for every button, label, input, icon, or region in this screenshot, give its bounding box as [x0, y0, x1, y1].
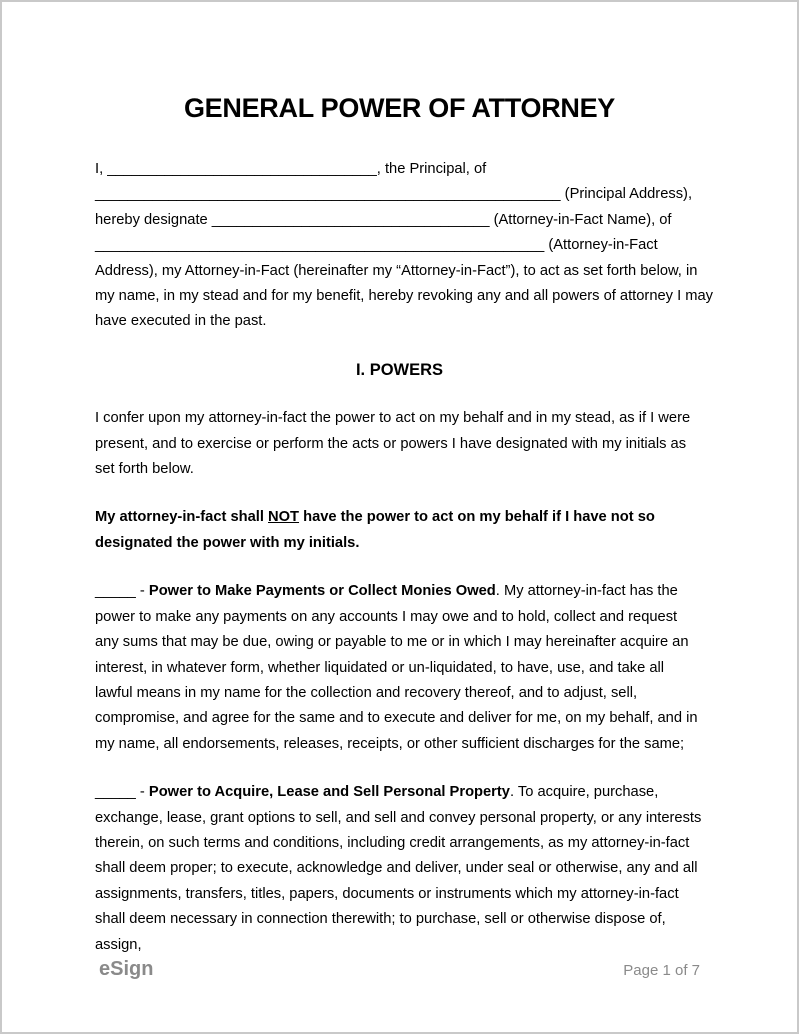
initials-required-notice — [95, 505, 704, 556]
notice-text-before: My attorney-in-fact shall — [95, 509, 269, 526]
blank-title-separator: - — [135, 583, 149, 600]
notice-text-after: have the power to act on my behalf if I have not so designated the power with my initials. — [95, 509, 655, 551]
power-clause-body: My attorney-in-fact has the power to make any payments on any accounts I may owe and to hold, collect and request any sums that may be due, owing or payable to me or in which I may hereinafter acquire an interest, in whatever form, whether liquidated or un-liquidated, to have, use, and take all lawful means in my name for the collection and recovery thereof, and to adjust, sell, compromise, and agree for the same and to execute and deliver for me, on my behalf, and in my name, all endorsements, releases, receipts, or other sufficient discharges for the same; — [95, 583, 698, 752]
intro-line-attorney-name: hereby designate __________________________________ (Attorney-in-Fact Name), of — [95, 211, 672, 228]
power-clause-title: Power to Make Payments or Collect Monies Owed — [148, 583, 496, 600]
intro-line-attorney-address: _______________________________________________________ (Attorney-in-Fact — [95, 237, 658, 254]
power-clause-title-suffix: . — [509, 784, 518, 801]
page-indicator: Page 1 of 7 — [623, 962, 700, 979]
notice-not-emphasis: NOT — [268, 509, 300, 526]
power-clause-body: To acquire, purchase, exchange, lease, grant options to sell, and sell and convey personal property, or any interests therein, on such terms and conditions, including credit arrangements, as my attorney-in-fact shall deem proper; to execute, acknowledge and deliver, under seal or otherwise, any and all assignments, transfers, titles, papers, documents or instruments which my attorney-in-fact shall deem necessary in connection therewith; to purchase, sell or otherwise dispose of, assign, — [95, 784, 702, 953]
blank-title-separator: - — [135, 784, 149, 801]
initials-blank: _____ — [95, 784, 136, 801]
power-clause-title-suffix: . — [495, 583, 504, 600]
power-clause-personal-property — [95, 780, 704, 958]
intro-paragraph — [95, 157, 713, 335]
power-clause-title: Power to Acquire, Lease and Sell Personal Property — [148, 784, 510, 801]
document-title: GENERAL POWER OF ATTORNEY — [183, 93, 616, 123]
intro-line-principal-name: I, _________________________________, the Principal, of — [95, 161, 487, 177]
powers-intro-paragraph: I confer upon my attorney-in-fact the power to act on my behalf and in my stead, as if I were present, and to exercise or perform the acts or powers I have designated with my initials as set forth below. — [95, 410, 691, 478]
intro-line-text-1: Address), my Attorney-in-Fact (hereinafter my “Attorney-in-Fact”), to act as set forth below, in — [95, 262, 698, 279]
page-footer — [99, 958, 700, 982]
intro-line-principal-address: _________________________________________________________ (Principal Address), — [95, 186, 693, 203]
intro-line-text-2: my name, in my stead and for my benefit, hereby revoking any and all powers of attorney I may — [95, 288, 713, 305]
intro-line-text-3: have executed in the past. — [95, 313, 267, 330]
initials-blank: _____ — [95, 583, 136, 600]
document-body — [2, 157, 797, 958]
section-heading-powers: I. POWERS — [355, 360, 444, 379]
esign-logo: eSign — [99, 958, 154, 980]
power-clause-payments — [95, 579, 704, 757]
